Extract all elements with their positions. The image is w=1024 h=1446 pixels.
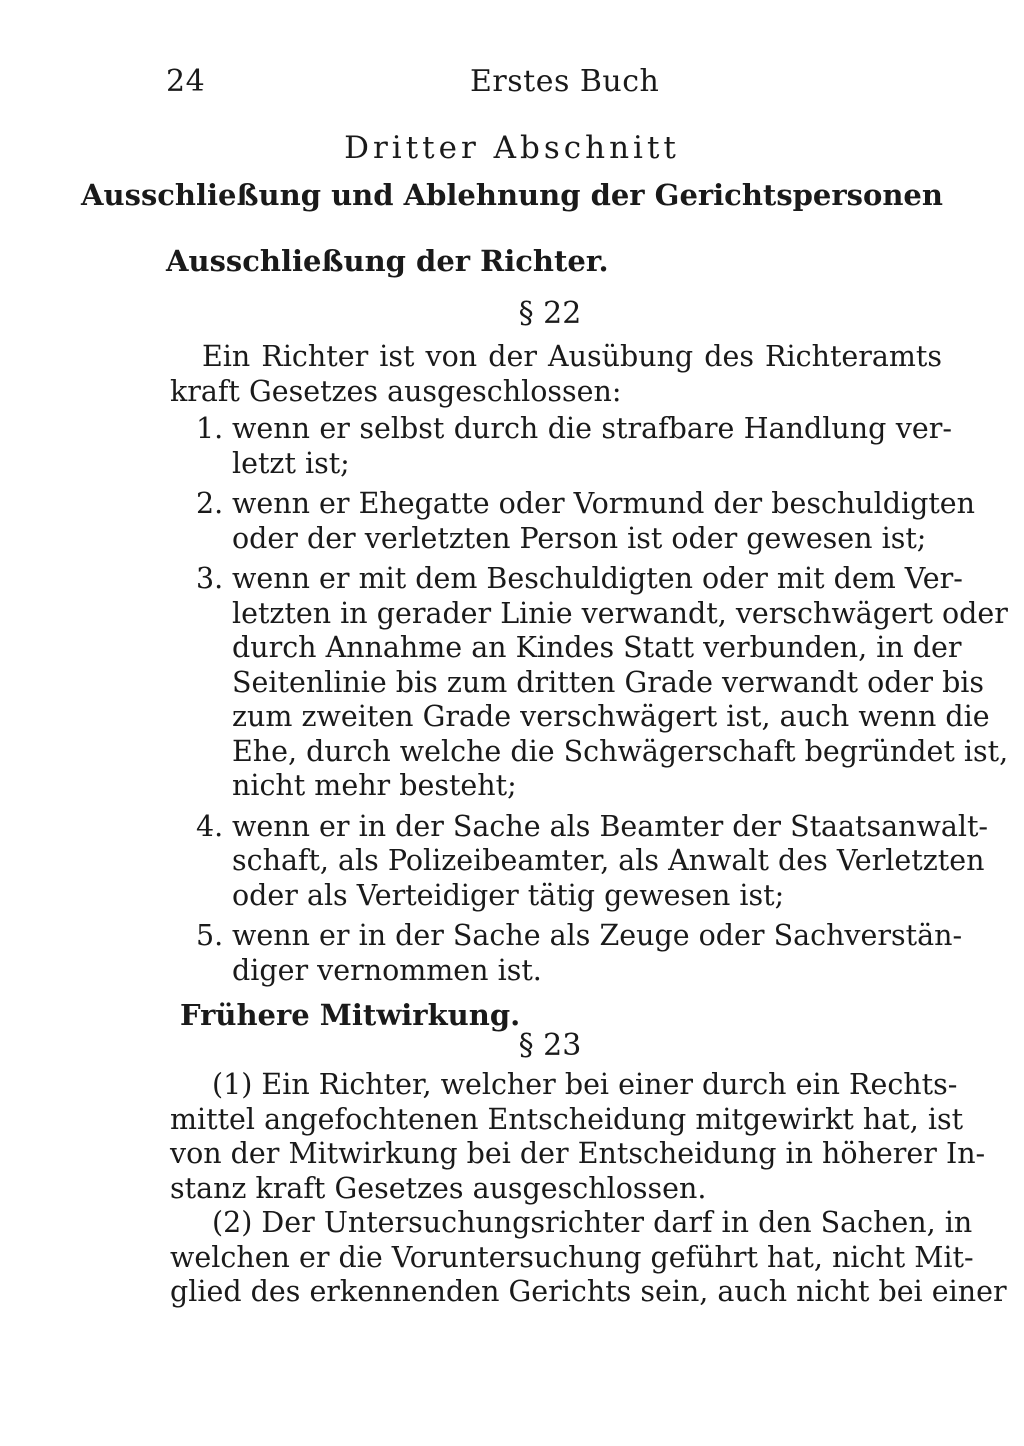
paragraph-22-intro	[170, 340, 942, 409]
running-head-title: Erstes Buch	[470, 64, 660, 99]
text-line: letzt ist;	[232, 446, 350, 480]
text-line: zum zweiten Grade verschwägert ist, auch wenn die	[232, 700, 990, 733]
subheading-exclusion-judges: Ausschließung der Richter.	[166, 244, 609, 278]
section-title: Dritter Abschnitt	[344, 130, 680, 166]
text-line: Seitenlinie bis zum dritten Grade verwandt oder bis	[232, 665, 985, 699]
text-line: wenn er Ehegatte oder Vormund der beschuldigten	[232, 487, 976, 520]
text-line: (2) Der Untersuchungsrichter darf in den Sachen, in	[212, 1206, 973, 1239]
list-marker: 3.	[196, 562, 224, 595]
subheading-prior-participation: Frühere Mitwirkung.	[180, 998, 521, 1032]
text-line: oder der verletzten Person ist oder gewesen ist;	[232, 521, 927, 555]
text-line: wenn er mit dem Beschuldigten oder mit dem Ver-	[232, 562, 963, 595]
list-marker: 5.	[196, 919, 224, 952]
text-line: (1) Ein Richter, welcher bei einer durch ein Rechts-	[212, 1068, 958, 1101]
text-line: welchen er die Voruntersuchung geführt hat, nicht Mit-	[170, 1240, 974, 1274]
list-item	[196, 562, 1009, 804]
paragraph-23-body	[170, 1068, 1007, 1310]
text-line: oder als Verteidiger tätig gewesen ist;	[232, 878, 785, 912]
list-item	[196, 919, 963, 988]
exclusion-list	[196, 412, 1009, 988]
text-line: mittel angefochtenen Entscheidung mitgewirkt hat, ist	[170, 1102, 964, 1136]
list-item	[196, 487, 976, 556]
text-line: wenn er in der Sache als Beamter der Staatsanwalt-	[232, 809, 989, 843]
text-line: von der Mitwirkung bei der Entscheidung in höherer In-	[170, 1137, 986, 1170]
list-item	[196, 412, 952, 481]
text-line: schaft, als Polizeibeamter, als Anwalt des Verletzten	[232, 844, 985, 877]
section-heading: Ausschließung und Ablehnung der Gerichtspersonen	[81, 178, 943, 212]
text-line: glied des erkennenden Gerichts sein, auch nicht bei einer	[170, 1275, 1007, 1308]
text-line: letzten in gerader Linie verwandt, verschwägert oder	[232, 596, 1008, 630]
list-marker: 1.	[196, 412, 224, 445]
paragraph-number-22: § 22	[518, 296, 582, 331]
paragraph-number-23: § 23	[518, 1028, 582, 1063]
text-line: stanz kraft Gesetzes ausgeschlossen.	[170, 1171, 707, 1205]
text-line: Ehe, durch welche die Schwägerschaft begründet ist,	[232, 734, 1009, 768]
list-marker: 4.	[196, 809, 224, 843]
text-line: Ein Richter ist von der Ausübung des Richteramts	[202, 340, 942, 373]
text-line: durch Annahme an Kindes Statt verbunden, in der	[232, 631, 962, 664]
text-line: wenn er selbst durch die strafbare Handlung ver-	[232, 412, 952, 445]
text-line: diger vernommen ist.	[232, 953, 542, 987]
list-marker: 2.	[196, 487, 224, 520]
text-line: kraft Gesetzes ausgeschlossen:	[170, 374, 622, 408]
list-item	[196, 809, 989, 914]
text-line: wenn er in der Sache als Zeuge oder Sachverstän-	[232, 919, 963, 952]
page-number: 24	[166, 64, 206, 99]
text-line: nicht mehr besteht;	[232, 769, 517, 802]
